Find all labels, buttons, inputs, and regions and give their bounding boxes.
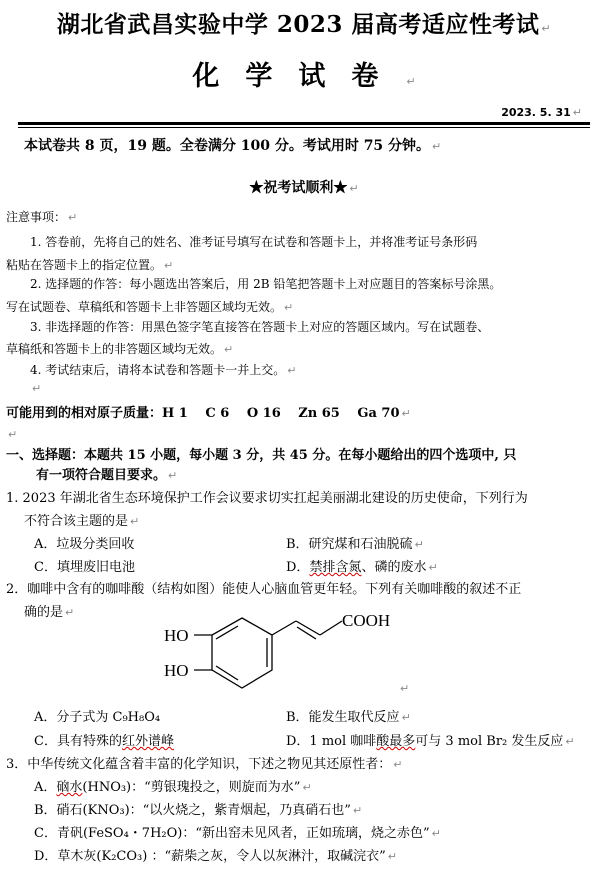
q1-option-b: B．研究煤和石油脱硫 ↵ <box>286 537 424 552</box>
section-1-heading-cont: 有一项符合题目要求。 ↵ <box>36 468 178 483</box>
question-1-stem-cont: 不符合该主题的是 ↵ <box>24 514 140 529</box>
notice-item-3-cont: 草稿纸和答题卡上的非答题区域均无效。 ↵ <box>6 342 234 356</box>
q2-option-d: D．1 mol 咖啡酸最多可与 3 mol Br₂ 发生反应 ↵ <box>286 734 575 749</box>
question-2-stem-cont: 确的是 ↵ <box>24 605 75 620</box>
benzene-ring <box>212 618 272 688</box>
q1-option-a: A．垃圾分类回收 <box>34 537 135 552</box>
q3-option-d: D．草木灰(K₂CO₃) ：“薪柴之灰，令人以灰淋汁，取碱浣衣” ↵ <box>34 849 397 864</box>
q3-option-a: A．硇水(HNO₃)：“剪银瑰投之，则旋而为水” ↵ <box>34 780 312 795</box>
exam-title: 湖北省武昌实验中学 2023 届高考适应性考试 ↵ <box>56 11 552 38</box>
notice-item-2: 2. 选择题的作答：每小题选出答案后，用 2B 铅笔把答题卡上对应题目的答案标号涂黑。 <box>30 277 502 291</box>
q1-option-c: C．填埋废旧电池 <box>34 560 135 575</box>
exam-info: 本试卷共 8 页，19 题。全卷满分 100 分。考试用时 75 分钟。 ↵ <box>24 138 442 154</box>
notice-item-4: 4. 考试结束后，请将本试卷和答题卡一并上交。 ↵ <box>30 363 297 377</box>
q2-option-a: A．分子式为 C₉H₈O₄ <box>34 710 161 725</box>
question-2-stem: 2．咖啡中含有的咖啡酸（结构如图）能使人心脑血管更年轻。下列有关咖啡酸的叙述不正 <box>6 582 522 597</box>
exam-date: 2023. 5. 31 ↵ <box>501 106 582 119</box>
question-1-stem: 1. 2023 年湖北省生态环境保护工作会议要求切实扛起美丽湖北建设的历史使命，下列行为 <box>6 491 528 506</box>
blank-line: ↵ <box>32 382 42 395</box>
notice-item-3: 3. 非选择题的作答：用黑色签字笔直接答在答题卡上对应的答题区域内。写在试题卷、 <box>30 320 490 334</box>
notice-item-2-cont: 写在试题卷、草稿纸和答题卡上非答题区域均无效。 ↵ <box>6 300 294 314</box>
q2-option-c: C．具有特殊的红外谱峰 <box>34 734 174 749</box>
header-rule-thick <box>18 122 590 125</box>
notice-title: 注意事项： ↵ <box>6 210 78 224</box>
subject-title: 化学试卷 ↵ <box>192 61 416 92</box>
header-rule-thin <box>18 127 590 128</box>
carboxyl-label: COOH <box>342 612 391 630</box>
q1-option-d: D．禁排含氮、磷的废水 ↵ <box>286 560 438 575</box>
q2-option-b: B．能发生取代反应 ↵ <box>286 710 411 725</box>
atomic-masses: 可能用到的相对原子质量：H 1 C 6 O 16 Zn 65 Ga 70 ↵ <box>6 406 411 421</box>
hydroxyl-label-top: HO <box>164 626 189 645</box>
hydroxyl-label-bottom: HO <box>164 661 189 680</box>
notice-item-1: 1. 答卷前，先将自己的姓名、准考证号填写在试卷和答题卡上，并将准考证号条形码 <box>30 235 478 249</box>
caffeic-acid-structure <box>150 612 420 704</box>
section-1-heading: 一、选择题：本题共 15 小题，每小题 3 分，共 45 分。在每小题给出的四个选项中, 只 <box>6 448 517 463</box>
paragraph-mark: ↵ <box>400 682 410 695</box>
q3-option-b: B．硝石(KNO₃)：“以火烧之，紫青烟起，乃真硝石也” ↵ <box>34 803 363 818</box>
blank-line: ↵ <box>8 428 18 441</box>
question-3-stem: 3．中华传统文化蕴含着丰富的化学知识，下述之物见其还原性者： ↵ <box>6 757 403 772</box>
q3-option-c: C．青矾(FeSO₄・7H₂O)：“新出窑未见风者，正如琉璃，烧之赤色” ↵ <box>34 826 441 841</box>
notice-item-1-cont: 粘贴在答题卡上的指定位置。 ↵ <box>6 258 174 272</box>
good-luck-banner: ★祝考试顺利★ ↵ <box>249 180 359 196</box>
